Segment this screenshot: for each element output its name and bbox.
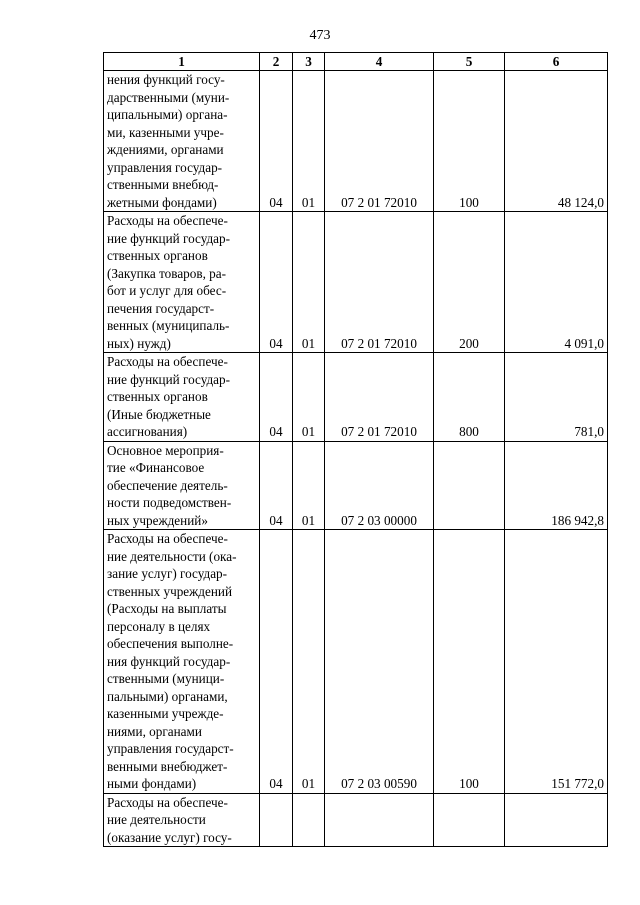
target-article-cell: 07 2 03 00590	[325, 530, 434, 794]
target-article-cell: 07 2 03 00000	[325, 441, 434, 530]
table-row	[104, 441, 608, 530]
amount-cell: 48 124,0	[505, 71, 608, 212]
subsection-cell: 01	[293, 71, 325, 212]
section-cell	[260, 793, 293, 847]
amount-cell: 151 772,0	[505, 530, 608, 794]
section-cell: 04	[260, 441, 293, 530]
table-row	[104, 530, 608, 794]
amount-cell: 781,0	[505, 353, 608, 442]
section-cell: 04	[260, 71, 293, 212]
column-header: 1	[104, 53, 260, 71]
column-header: 4	[325, 53, 434, 71]
section-cell: 04	[260, 212, 293, 353]
subsection-cell: 01	[293, 353, 325, 442]
table-header-row	[104, 53, 608, 71]
column-header: 6	[505, 53, 608, 71]
table-row	[104, 793, 608, 847]
section-cell: 04	[260, 530, 293, 794]
subsection-cell	[293, 793, 325, 847]
row-name-cell: Расходы на обеспече- ние функций государ- ственных органов (Закупка товаров, ра- бот и услуг для обес- печения государст- венных (муниципаль- ных) нужд)	[104, 212, 260, 353]
amount-cell: 186 942,8	[505, 441, 608, 530]
target-article-cell: 07 2 01 72010	[325, 353, 434, 442]
table-row	[104, 212, 608, 353]
table-row	[104, 353, 608, 442]
budget-table	[103, 52, 608, 847]
subsection-cell: 01	[293, 212, 325, 353]
target-article-cell	[325, 793, 434, 847]
target-article-cell: 07 2 01 72010	[325, 212, 434, 353]
subsection-cell: 01	[293, 530, 325, 794]
page-number: 473	[309, 28, 331, 43]
expense-type-cell	[434, 441, 505, 530]
amount-cell: 4 091,0	[505, 212, 608, 353]
row-name-cell: Расходы на обеспече- ние деятельности (ока- зание услуг) государ- ственных учреждений (Расходы на выплаты персоналу в целях обеспечения выполне- ния функций государ- ственными (муници- пальными) органами, казенными учрежде- ниями, органами управления государст- венными внебюджет- ными фондами)	[104, 530, 260, 794]
expense-type-cell: 800	[434, 353, 505, 442]
column-header: 2	[260, 53, 293, 71]
target-article-cell: 07 2 01 72010	[325, 71, 434, 212]
section-cell: 04	[260, 353, 293, 442]
amount-cell	[505, 793, 608, 847]
row-name-cell: Основное мероприя- тие «Финансовое обеспечение деятель- ности подведомствен- ных учреждений»	[104, 441, 260, 530]
column-header: 5	[434, 53, 505, 71]
column-header: 3	[293, 53, 325, 71]
subsection-cell: 01	[293, 441, 325, 530]
row-name-cell: Расходы на обеспече- ние функций государ- ственных органов (Иные бюджетные ассигнования)	[104, 353, 260, 442]
row-name-cell: Расходы на обеспече- ние деятельности (оказание услуг) госу-	[104, 793, 260, 847]
table-row	[104, 71, 608, 212]
expense-type-cell: 100	[434, 530, 505, 794]
expense-type-cell: 100	[434, 71, 505, 212]
expense-type-cell	[434, 793, 505, 847]
expense-type-cell: 200	[434, 212, 505, 353]
row-name-cell: нения функций госу- дарственными (муни- ципальными) органа- ми, казенными учре- ждениями, органами управления государ- ственными внебюд- жетными фондами)	[104, 71, 260, 212]
